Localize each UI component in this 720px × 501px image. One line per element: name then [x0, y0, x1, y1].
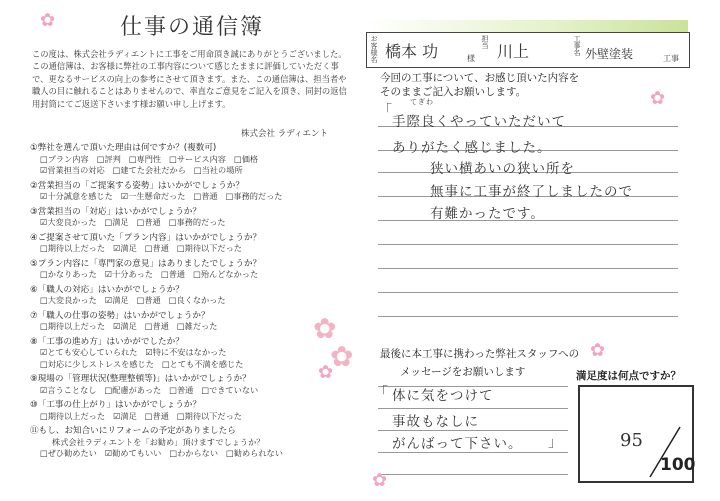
- comment-line: 有難かったです。: [430, 206, 545, 222]
- option-checkbox[interactable]: □価格: [234, 153, 259, 164]
- option-checkbox[interactable]: □専門性: [128, 153, 162, 164]
- option-checkbox[interactable]: ☑大変良かった: [40, 217, 97, 227]
- option-checkbox[interactable]: □事務的だった: [225, 191, 283, 201]
- question-11: ⑪もし、お知合いにリフォームの予定がありましたら: [30, 426, 236, 436]
- option-row: [40, 448, 291, 459]
- comment-line: 無事に工事が終了しましたので: [430, 184, 633, 200]
- option-checkbox[interactable]: □良くなかった: [168, 295, 226, 305]
- bracket-close: 」: [548, 435, 562, 451]
- sakura-icon: ✿: [40, 10, 56, 31]
- option-checkbox[interactable]: ☑一生懸命だった: [120, 191, 186, 201]
- question-7: ⑦「職人の仕事の姿勢」はいかがでしょうか？: [30, 310, 210, 321]
- sakura-icon: ✿: [330, 340, 354, 373]
- option-checkbox[interactable]: □殆んどなかった: [193, 269, 259, 279]
- option-row: [40, 191, 291, 202]
- message-prompt-1: 最後に本工事に携わった弊社スタッフへの: [380, 348, 580, 360]
- option-checkbox[interactable]: □勧められない: [226, 448, 283, 458]
- header-accent: [366, 20, 688, 32]
- option-row: [40, 243, 250, 254]
- option-checkbox[interactable]: 株式会社ラディエントを「お勧め」頂けますでしょうか？: [52, 436, 265, 447]
- question-1: ①弊社を選んで頂いた理由は何ですか？(複数可): [30, 143, 217, 153]
- comment-prompt-1: 今回の工事について、お感じ頂いた内容を: [380, 72, 580, 84]
- message-line-text: がんばって下さい。: [392, 436, 523, 452]
- option-checkbox[interactable]: □普通: [136, 295, 161, 305]
- page-title: 仕事の通信簿: [120, 15, 265, 40]
- sakura-icon: ✿: [590, 340, 606, 361]
- staff-label: 担当: [481, 35, 489, 49]
- option-checkbox[interactable]: □普通: [144, 243, 169, 253]
- option-checkbox[interactable]: ☑満足: [113, 321, 137, 331]
- option-row: [40, 295, 234, 306]
- option-checkbox[interactable]: ☑言うことなし: [40, 384, 97, 395]
- sakura-icon: ✿: [650, 88, 666, 109]
- option-checkbox[interactable]: □当社の場所: [193, 165, 243, 175]
- bracket-open: 「: [378, 103, 392, 119]
- sakura-icon: ✿: [318, 362, 334, 383]
- question-5: ⑤プラン内容に「専門家の意見」はありましたでしょうか？: [30, 258, 262, 269]
- option-checkbox[interactable]: □ぜひ勧めたい: [40, 448, 97, 458]
- question-10: ⑩「工事の仕上がり」はいかがでしょうか？: [30, 400, 201, 410]
- option-checkbox[interactable]: ☑勧めてもいい: [104, 448, 162, 458]
- work-name: 外壁塗装: [585, 47, 634, 61]
- option-checkbox[interactable]: □普通: [144, 410, 169, 421]
- comment-line: 狭い横あいの狭い所を: [430, 161, 575, 177]
- message-prompt-2: メッセージをお願いします: [400, 366, 526, 378]
- message-line-text: 体に気をつけて: [392, 388, 494, 404]
- question-8: ⑧「工事の進め方」はいかがでしたか？: [30, 336, 184, 347]
- option-row: [52, 437, 272, 448]
- intro-text: この度は、株式会社ラディエントに工事をご用命頂き誠にありがとうございました。この通信簿は、お客様に弊社の工事内容について感じたままに評価していただく事で、更なるサービスの向上の参考にさせて頂きます。また、この通信簿は、担当者や職人の目に触れることはありませんので、率直なご意見をご記入を頂き、同封の返信用封筒にてご返送下さいます様お願い申し上げます。: [32, 49, 347, 109]
- ruled-line: [378, 244, 678, 245]
- customer-honorific: 様: [467, 54, 475, 63]
- work-label: 工事名: [573, 35, 581, 56]
- comment-line: 手際良くやっていただいて: [392, 114, 566, 130]
- option-checkbox[interactable]: □満足: [104, 217, 129, 227]
- option-row: [40, 154, 266, 165]
- option-checkbox[interactable]: □期待以上だった: [40, 321, 106, 331]
- option-checkbox[interactable]: □期待以下だった: [176, 410, 242, 421]
- question-4: ④ご提案させて頂いた「プラン内容」はいかがでしょうか？: [30, 232, 262, 243]
- option-checkbox[interactable]: □雑だった: [176, 321, 218, 331]
- option-checkbox[interactable]: □評判: [96, 153, 121, 164]
- option-row: [40, 347, 234, 358]
- option-checkbox[interactable]: ☑特に不安はなかった: [145, 347, 227, 357]
- ruled-line: [378, 316, 678, 317]
- option-checkbox[interactable]: ☑満足: [104, 295, 129, 305]
- option-checkbox[interactable]: □サービス内容: [169, 153, 226, 164]
- option-checkbox[interactable]: □普通: [169, 384, 194, 395]
- option-row: [40, 359, 251, 370]
- ruled-line: [378, 268, 678, 269]
- option-checkbox[interactable]: ☑十分誠意を感じた: [40, 191, 113, 201]
- company-name: 株式会社 ラディエント: [241, 129, 329, 139]
- option-checkbox[interactable]: □できていない: [201, 384, 259, 395]
- message-line-text: 事故もなしに: [392, 414, 479, 430]
- option-row: [40, 165, 251, 176]
- ruled-line: [378, 292, 678, 293]
- score-value: 95: [620, 430, 643, 451]
- work-suffix: 工事: [663, 54, 679, 63]
- message-line: [378, 474, 568, 475]
- option-checkbox[interactable]: □期待以上だった: [40, 410, 106, 421]
- option-row: [40, 217, 234, 228]
- option-checkbox[interactable]: □普通: [193, 191, 218, 201]
- furigana: てぎわ: [410, 98, 434, 106]
- option-checkbox[interactable]: □建てた会社だから: [112, 165, 186, 175]
- staff-name: 川上: [497, 42, 530, 61]
- score-label: 満足度は何点ですか？: [576, 370, 681, 382]
- sakura-icon: ✿: [372, 470, 388, 491]
- comment-prompt-2: そのままご記入お願いします。: [380, 86, 527, 98]
- option-checkbox[interactable]: □普通: [136, 217, 161, 227]
- option-checkbox[interactable]: ☑満足: [113, 410, 137, 421]
- option-checkbox[interactable]: □普通: [160, 269, 186, 279]
- option-checkbox[interactable]: □事務的だった: [168, 217, 226, 227]
- option-row: [40, 269, 266, 280]
- message-line: [378, 408, 568, 409]
- question-3: ③営業担当の「対応」はいかがでしょうか？: [30, 206, 201, 217]
- option-checkbox[interactable]: □期待以上だった: [40, 243, 106, 253]
- option-row: [40, 385, 266, 396]
- sakura-icon: ✿: [313, 312, 337, 345]
- option-checkbox[interactable]: ☑営業担当の対応: [40, 165, 105, 175]
- option-checkbox[interactable]: ☑満足: [113, 243, 137, 253]
- option-checkbox[interactable]: □大変良かった: [40, 295, 97, 305]
- option-checkbox[interactable]: □普通: [144, 321, 169, 331]
- option-checkbox[interactable]: ☑とても安心していられた: [40, 347, 138, 357]
- customer-label: お客様名: [370, 35, 378, 63]
- customer-name: 橋本 功: [385, 42, 439, 61]
- option-checkbox[interactable]: □配慮があった: [104, 384, 162, 395]
- option-row: [40, 411, 250, 422]
- score-denominator: 100: [660, 455, 696, 475]
- question-9: ⑨現場の「管理状況(整理整頓等)」はいかがでしょうか？: [30, 374, 251, 384]
- option-checkbox[interactable]: □期待以下だった: [176, 243, 242, 253]
- option-checkbox[interactable]: □とても不満を感じた: [161, 358, 244, 369]
- question-2: ②営業担当の「ご提案する姿勢」はいかがでしょうか？: [30, 180, 244, 191]
- customer-header: [366, 32, 690, 68]
- option-checkbox[interactable]: □プラン内容: [40, 153, 89, 164]
- message-line: [378, 452, 568, 453]
- comment-line: ありがたく感じました。: [392, 140, 552, 156]
- message-line: [378, 430, 568, 431]
- bracket-open: 「: [374, 385, 388, 401]
- option-checkbox[interactable]: □わからない: [169, 448, 219, 458]
- question-6: ⑥「職人の対応」はいかがでしょうか？: [30, 284, 184, 295]
- option-checkbox[interactable]: □対応に少しストレスを感じた: [40, 358, 154, 369]
- option-row: [40, 321, 225, 332]
- option-checkbox[interactable]: □かなりあった: [40, 269, 97, 279]
- option-checkbox[interactable]: ☑十分あった: [104, 269, 153, 279]
